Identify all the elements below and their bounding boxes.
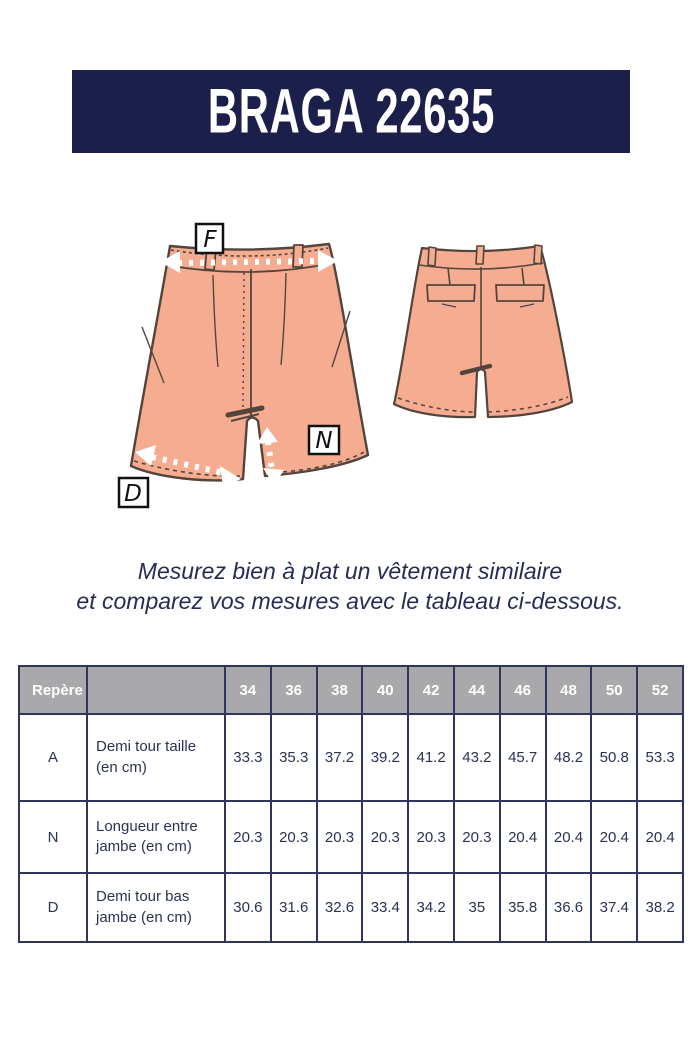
cell-value: 37.2 <box>317 714 363 801</box>
cell-value: 32.6 <box>317 873 363 942</box>
cell-value: 20.4 <box>637 801 683 873</box>
table-row <box>19 714 683 801</box>
cell-value: 48.2 <box>546 714 592 801</box>
cell-value: 20.4 <box>500 801 546 873</box>
row-label: Demi tour taille (en cm) <box>87 714 225 801</box>
cell-value: 35 <box>454 873 500 942</box>
cell-value: 50.8 <box>591 714 637 801</box>
product-banner <box>72 70 630 153</box>
row-code: N <box>19 801 87 873</box>
label-f: F <box>203 227 217 253</box>
label-n-tag <box>309 426 339 454</box>
cell-value: 20.3 <box>317 801 363 873</box>
size-header: 52 <box>637 666 683 714</box>
cell-value: 20.3 <box>408 801 454 873</box>
cell-value: 20.3 <box>454 801 500 873</box>
label-d-tag <box>119 478 148 507</box>
table-row <box>19 801 683 873</box>
cell-value: 43.2 <box>454 714 500 801</box>
instructions-line-1: Mesurez bien à plat un vêtement similaire <box>137 558 563 584</box>
cell-value: 38.2 <box>637 873 683 942</box>
cell-value: 45.7 <box>500 714 546 801</box>
label-d: D <box>124 481 142 507</box>
cell-value: 33.3 <box>225 714 271 801</box>
cell-value: 20.3 <box>271 801 317 873</box>
size-header: 44 <box>454 666 500 714</box>
label-n: N <box>315 428 333 454</box>
row-label: Demi tour bas jambe (en cm) <box>87 873 225 942</box>
size-header: 40 <box>362 666 408 714</box>
size-header: 46 <box>500 666 546 714</box>
cell-value: 20.4 <box>546 801 592 873</box>
cell-value: 35.8 <box>500 873 546 942</box>
size-header: 38 <box>317 666 363 714</box>
row-label: Longueur entre jambe (en cm) <box>87 801 225 873</box>
product-title: BRAGA 22635 <box>207 76 495 147</box>
cell-value: 37.4 <box>591 873 637 942</box>
row-code: A <box>19 714 87 801</box>
size-header: 42 <box>408 666 454 714</box>
cell-value: 20.3 <box>225 801 271 873</box>
shorts-measurement-diagram <box>110 215 600 515</box>
size-header: 48 <box>546 666 592 714</box>
label-f-tag <box>196 224 223 253</box>
cell-value: 20.4 <box>591 801 637 873</box>
shorts-back-view <box>394 245 572 417</box>
cell-value: 33.4 <box>362 873 408 942</box>
description-header <box>87 666 225 714</box>
cell-value: 53.3 <box>637 714 683 801</box>
table-row <box>19 873 683 942</box>
corner-header: Repère <box>19 666 87 714</box>
cell-value: 34.2 <box>408 873 454 942</box>
cell-value: 39.2 <box>362 714 408 801</box>
size-chart-table <box>18 665 684 943</box>
row-code: D <box>19 873 87 942</box>
size-header: 34 <box>225 666 271 714</box>
size-header-row <box>19 666 683 714</box>
instructions-line-2: et comparez vos mesures avec le tableau ci-dessous. <box>76 588 624 614</box>
cell-value: 31.6 <box>271 873 317 942</box>
size-header: 36 <box>271 666 317 714</box>
measuring-instructions <box>0 556 700 616</box>
cell-value: 35.3 <box>271 714 317 801</box>
cell-value: 30.6 <box>225 873 271 942</box>
cell-value: 41.2 <box>408 714 454 801</box>
cell-value: 36.6 <box>546 873 592 942</box>
size-header: 50 <box>591 666 637 714</box>
cell-value: 20.3 <box>362 801 408 873</box>
